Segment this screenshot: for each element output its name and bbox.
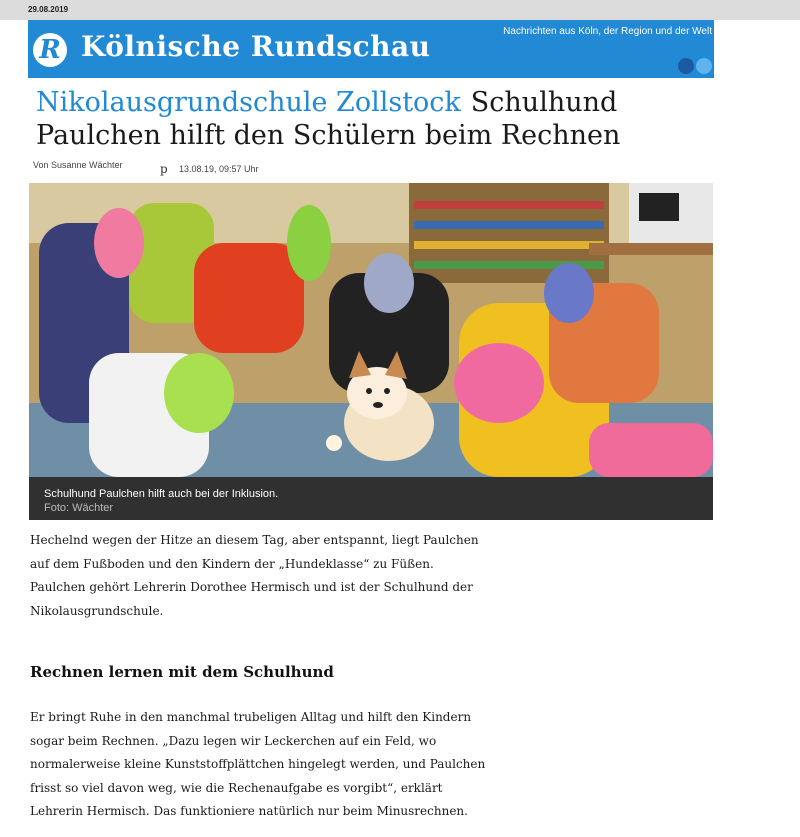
page-title (36, 86, 736, 152)
newspaper-brand: Kölnische Rundschau (81, 30, 431, 63)
p-icon: p (160, 162, 168, 176)
classroom-photo-illustration (29, 183, 713, 477)
author-name: Von Susanne Wächter (33, 160, 123, 170)
date-bar (0, 0, 800, 20)
headline-text: Schulhund Paulchen hilft den Schülern beim Rechnen (36, 87, 621, 151)
photo-caption (29, 477, 713, 520)
article-paragraph: Er bringt Ruhe in den manchmal trubeligen Alltag und hilft den Kindern sogar beim Rechnen. „Dazu legen wir Leckerchen auf ein Feld, wo normalerweise kleine Kunststoffplättchen hingelegt werden, und Paulchen frisst so viel davon weg, wie die Rechenaufgabe es vorgibt“, erklärt Lehrerin Hermisch. Das funktioniere natürlich nur beim Minusrechnen. (30, 710, 486, 818)
headline-kicker: Nikolausgrundschule Zollstock (36, 87, 461, 118)
section-heading: Rechnen lernen mit dem Schulhund (30, 663, 334, 681)
caption-text: Schulhund Paulchen hilft auch bei der Inklusion. (44, 488, 279, 500)
article-photo (29, 183, 713, 477)
logo-icon: R (33, 33, 67, 67)
masthead (28, 20, 714, 78)
article-paragraph: Hechelnd wegen der Hitze an diesem Tag, aber entspannt, liegt Paulchen auf dem Fußboden und den Kindern der „Hundeklasse“ zu Füßen. Paulchen gehört Lehrerin Dorothee Hermisch und ist der Schulhund der Nikolausgrundschule. (30, 533, 479, 618)
dark-circle-icon (678, 58, 694, 74)
publish-timestamp: 13.08.19, 09:57 Uhr (179, 164, 259, 174)
tagline: Nachrichten aus Köln, der Region und der Welt (503, 26, 712, 37)
light-circle-icon (696, 58, 712, 74)
edition-date: 29.08.2019 (28, 5, 69, 14)
photo-credit: Foto: Wächter (44, 502, 114, 514)
